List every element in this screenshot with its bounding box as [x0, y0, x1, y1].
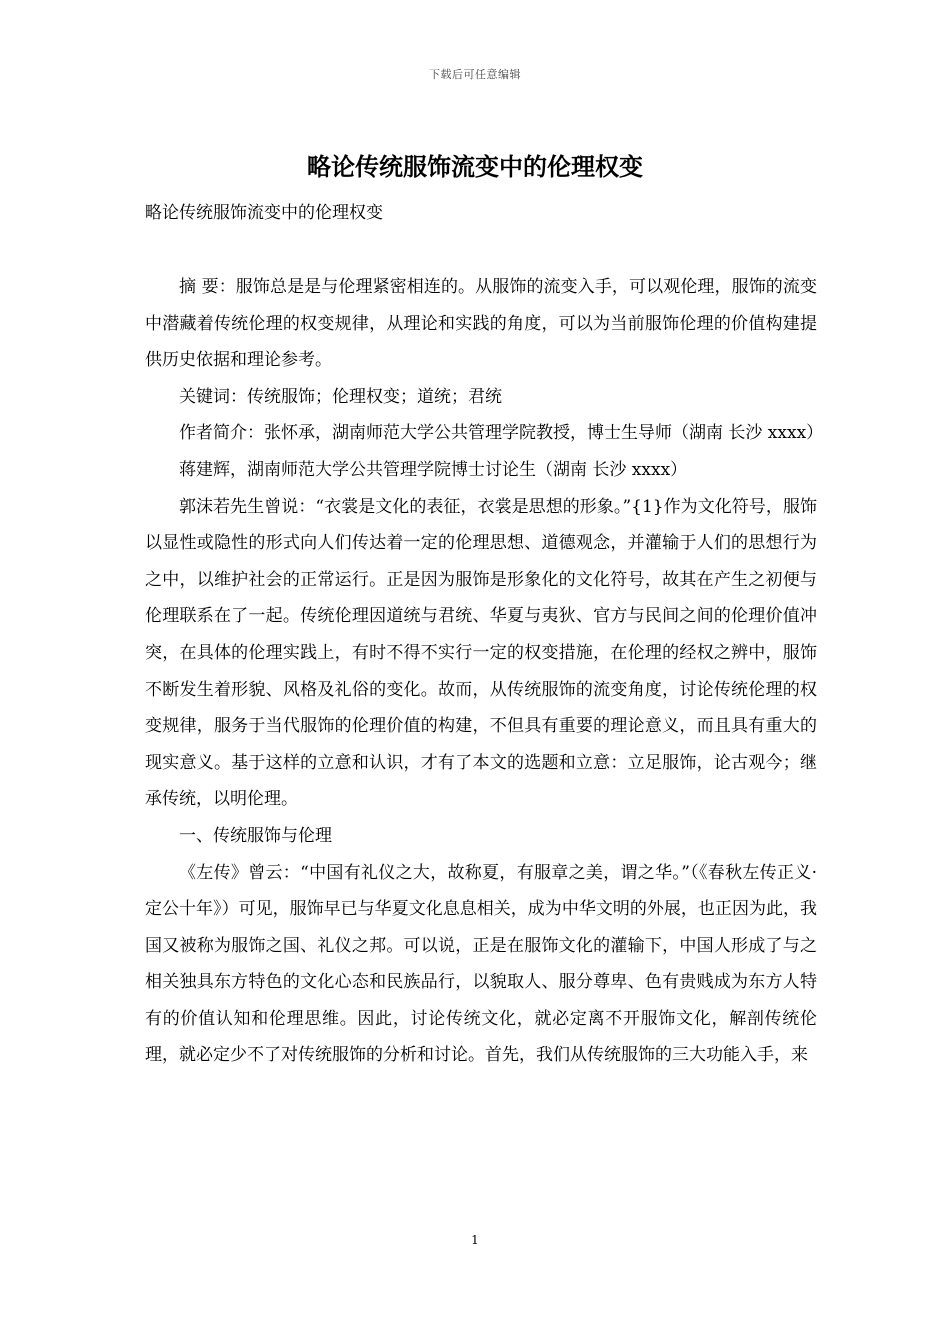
header-note: 下载后可任意编辑 [429, 68, 521, 81]
document-body [145, 269, 824, 1074]
author-intro-second: 蒋建辉，湖南师范大学公共管理学院博士讨论生（湖南 长沙 xxxx） [179, 459, 688, 480]
document-subtitle: 略论传统服饰流变中的伦理权变 [145, 203, 383, 223]
author-intro-paragraph: 作者简介：张怀承，湖南师范大学公共管理学院教授，博士生导师（湖南 长沙 xxxx） [179, 423, 824, 444]
keywords-paragraph: 关键词：传统服饰；伦理权变；道统；君统 [179, 386, 502, 407]
abstract-paragraph: 摘 要：服饰总是是与伦理紧密相连的。从服饰的流变入手，可以观伦理，服饰的流变中潜藏着传统伦理的权变规律，从理论和实践的角度，可以为当前服饰伦理的价值构建提供历史依据和理论参考。 [145, 277, 817, 371]
section-paragraph: 《左传》曾云：“中国有礼仪之大，故称夏，有服章之美，谓之华。”（《春秋左传正义·定公十年》）可见，服饰早已与华夏文化息息相关，成为中华文明的外展，也正因为此，我国又被称为服饰之国、礼仪之邦。可以说，正是在服饰文化的灌输下，中国人形成了与之相关独具东方特色的文化心态和民族品行，以貌取人、服分尊卑、色有贵贱成为东方人特有的价值认知和伦理思维。因此，讨论传统文化，就必定离不开服饰文化，解剖传统伦理，就必定少不了对传统服饰的分析和讨论。首先，我们从传统服饰的三大功能入手，来 [145, 862, 817, 1066]
document-title: 略论传统服饰流变中的伦理权变 [307, 152, 643, 181]
page-number: 1 [471, 1233, 479, 1247]
intro-paragraph: 郭沫若先生曾说：“衣裳是文化的表征，衣裳是思想的形象。”{1}作为文化符号，服饰以显性或隐性的形式向人们传达着一定的伦理思想、道德观念，并灌输于人们的思想行为之中，以维护社会的正常运行。正是因为服饰是形象化的文化符号，故其在产生之初便与伦理联系在了一起。传统伦理因道统与君统、华夏与夷狄、官方与民间之间的伦理价值冲突，在具体的伦理实践上，有时不得不实行一定的权变措施，在伦理的经权之辨中，服饰不断发生着形貌、风格及礼俗的变化。故而，从传统服饰的流变角度，讨论传统伦理的权变规律，服务于当代服饰的伦理价值的构建，不但具有重要的理论意义，而且具有重大的现实意义。基于这样的立意和认识，才有了本文的选题和立意：立足服饰，论古观今；继承传统，以明伦理。 [145, 496, 817, 810]
section-heading: 一、传统服饰与伦理 [179, 825, 332, 846]
